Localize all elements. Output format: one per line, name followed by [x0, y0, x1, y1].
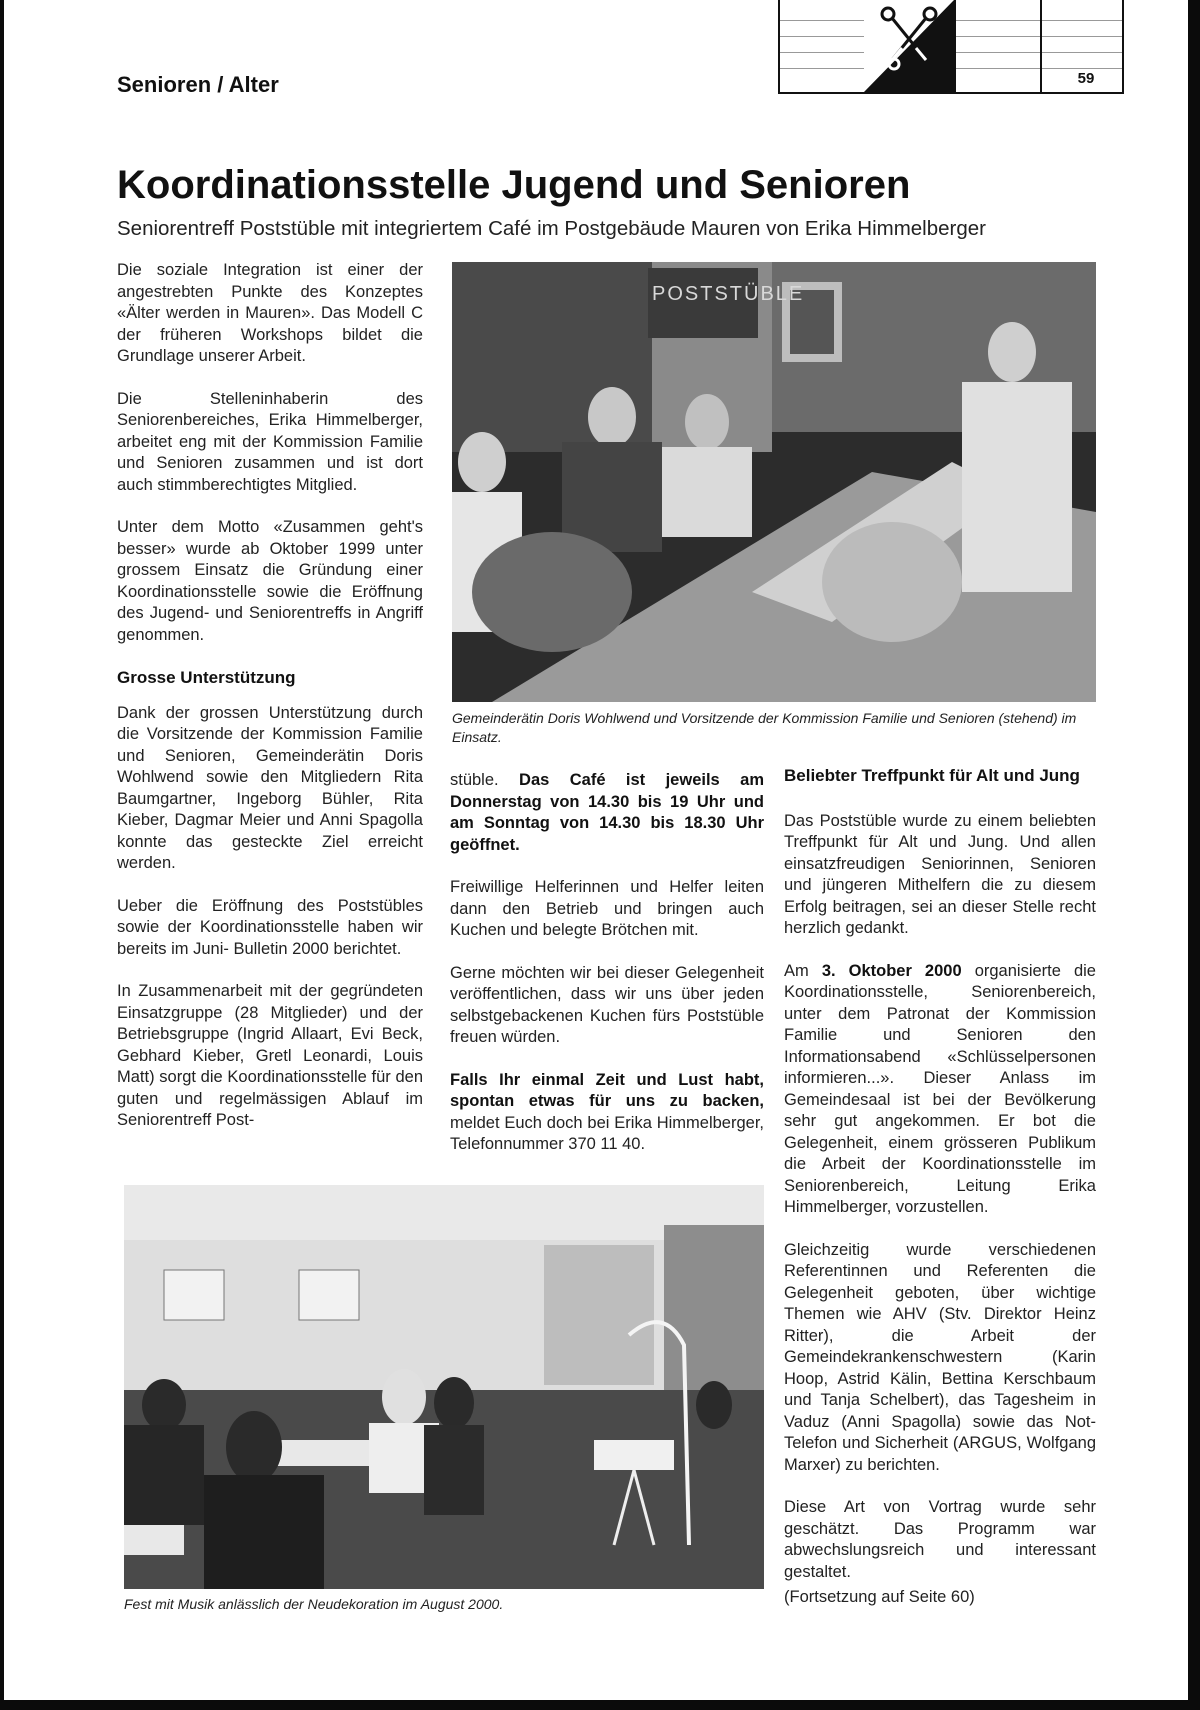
paragraph: Gerne möchten wir bei dieser Gelegenheit veröffentlichen, dass wir uns über jeden selbstgebackenen Kuchen fürs Poststüble freuen würden. [450, 963, 764, 1046]
section-heading-support: Grosse Unterstützung [117, 668, 296, 687]
column-2 [450, 770, 764, 1177]
photo-cafe-seniors [452, 262, 1096, 702]
header-grid [778, 0, 1124, 94]
photo-cafe-seniors-image [452, 262, 1096, 702]
paragraph: Das Poststüble wurde zu einem beliebten Treffpunkt für Alt und Jung. Und allen einsatzfreudigen Seniorinnen, Senioren und jüngeren Mithelfern die zu diesem Erfolg beitragen, sei an dieser Stelle recht herzlich gedankt. [784, 811, 1096, 937]
photo-cafe-sign: POSTSTÜBLE [652, 283, 805, 305]
paragraph [784, 961, 1096, 1219]
paragraph: Gleichzeitig wurde verschiedenen Referentinnen und Referenten die Gelegenheit geboten, über wichtige Themen wie AHV (Stv. Direktor Heinz Ritter), die Arbeit der Gemeindekrankenschwestern (Karin Hoop, Astrid Kälin, Bettina Kerschbaum und Tanja Schelbert), das Tagesheim in Vaduz (Anni Spagolla) sowie das Not-Telefon und Sicherheit (ARGUS, Wolfgang Marxer) zu berichten. [784, 1240, 1096, 1474]
paragraph: Ueber die Eröffnung des Poststübles sowie der Koordinationsstelle haben wir bereits im Juni- Bulletin 2000 berichtet. [117, 896, 423, 958]
paragraph: In Zusammenarbeit mit der gegründeten Einsatzgruppe (28 Mitglieder) und der Betriebsgruppe (Ingrid Allaart, Evi Beck, Gebhard Kieber, Gretl Leonardi, Louis Matt) sorgt die Koordinationsstelle für den guten und regelmässigen Ablauf im Seniorentreff Post- [117, 982, 423, 1129]
paragraph: Freiwillige Helferinnen und Helfer leiten dann den Betrieb und bringen auch Kuchen und belegte Brötchen mit. [450, 878, 764, 939]
event-date: 3. Oktober 2000 [821, 961, 962, 980]
article-subtitle: Seniorentreff Poststüble mit integriertem Café im Postgebäude Mauren von Erika Himmelberger [117, 217, 986, 240]
paragraph [450, 1070, 764, 1156]
text-fragment: meldet Euch doch bei Erika Himmelberger, Telefonnummer 370 11 40. [450, 1113, 764, 1153]
photo-music-event-image [124, 1185, 764, 1589]
paragraph: Diese Art von Vortrag wurde sehr geschätzt. Das Programm war abwechslungsreich und interessant gestaltet. [784, 1498, 1096, 1581]
municipal-crest-icon [864, 0, 954, 92]
text-fragment: stüble. [450, 771, 499, 789]
column-3 [784, 765, 1096, 1630]
paragraph: Unter dem Motto «Zusammen geht's besser» wurde ab Oktober 1999 unter grossem Einsatz die Gründung einer Koordinationsstelle sowie die Eröffnung des Jugend- und Seniorentreffs in Angriff genommen. [117, 518, 423, 644]
article-title: Koordinationsstelle Jugend und Senioren [117, 163, 911, 207]
section-heading-meeting-point: Beliebter Treffpunkt für Alt und Jung [784, 766, 1080, 785]
page [4, 0, 1188, 1700]
paragraph: Dank der grossen Unterstützung durch die Vorsitzende der Kommission Familie und Senioren, Gemeinderätin Doris Wohlwend sowie den Mitgliedern Rita Baumgartner, Ingeborg Bühler, Rita Kieber, Dagmar Meier und Anni Spagolla konnte das gesteckte Ziel erreicht werden. [117, 703, 423, 872]
photo-music-caption: Fest mit Musik anlässlich der Neudekoration im August 2000. [124, 1596, 504, 1612]
section-label: Senioren / Alter [117, 72, 279, 97]
text-fragment: Am [784, 961, 809, 980]
photo-music-event [124, 1185, 764, 1589]
paragraph: Die Stelleninhaberin des Seniorenbereiches, Erika Himmelberger, arbeitet eng mit der Kommission Familie und Senioren zusammen und ist dort auch stimmberechtigtes Mitglied. [117, 389, 423, 494]
continuation-note: (Fortsetzung auf Seite 60) [784, 1588, 975, 1606]
text-emphasis: Falls Ihr einmal Zeit und Lust habt, spontan etwas für uns zu backen, [450, 1070, 764, 1110]
column-1 [117, 260, 423, 1153]
opening-hours: Das Café ist jeweils am Donnerstag von 14.30 bis 19 Uhr und am Sonntag von 14.30 bis 18.30 Uhr geöffnet. [450, 771, 764, 854]
photo-cafe-caption: Gemeinderätin Doris Wohlwend und Vorsitzende der Kommission Familie und Senioren (stehend) im Einsatz. [452, 710, 1077, 745]
text-fragment: organisierte die Koordinationsstelle, Seniorenbereich, unter dem Patronat der Kommission Familie und Senioren den Informationsabend «Schlüsselpersonen informieren...». Dieser Anlass im Gemeindesaal ist bei der Bevölkerung sehr gut angekommen. Er bot die Gelegenheit, einem grösseren Publikum die Arbeit der Koordinationsstelle im Seniorenbereich, Leitung Erika Himmelberger, vorzustellen. [784, 961, 1096, 1216]
paragraph [450, 770, 764, 856]
page-number: 59 [1077, 70, 1095, 87]
paragraph: Die soziale Integration ist einer der angestrebten Punkte des Konzeptes «Älter werden in Mauren». Das Modell C der früheren Workshops bildet die Grundlage unserer Arbeit. [117, 261, 423, 365]
